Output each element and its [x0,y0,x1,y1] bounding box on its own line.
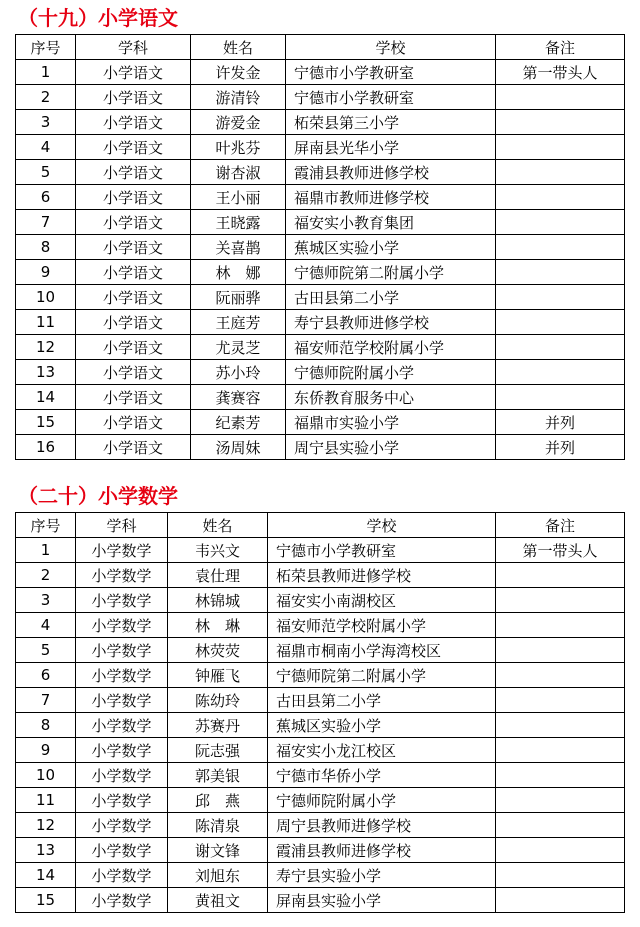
table-header-row [16,513,625,538]
table-row [16,310,625,335]
index-cell: 13 [16,838,76,863]
name-cell: 林 琳 [168,613,268,638]
index-cell: 3 [16,110,76,135]
index-cell: 6 [16,663,76,688]
subject-cell: 小学语文 [76,410,191,435]
remark-cell [496,360,625,385]
table-row [16,285,625,310]
teacher-table-chinese [15,34,625,460]
school-cell: 屏南县光华小学 [286,135,496,160]
name-cell: 尤灵芝 [191,335,286,360]
index-cell: 15 [16,410,76,435]
table-row [16,110,625,135]
remark-cell [496,335,625,360]
name-cell: 钟雁飞 [168,663,268,688]
remark-cell [496,588,625,613]
index-cell: 14 [16,385,76,410]
remark-cell [496,385,625,410]
school-cell: 宁德师院第二附属小学 [286,260,496,285]
name-cell: 林 娜 [191,260,286,285]
remark-cell [496,260,625,285]
header-name: 姓名 [191,35,286,60]
name-cell: 袁仕理 [168,563,268,588]
table-row [16,160,625,185]
remark-cell [496,788,625,813]
remark-cell [496,185,625,210]
remark-cell [496,838,625,863]
name-cell: 郭美银 [168,763,268,788]
subject-cell: 小学语文 [76,235,191,260]
name-cell: 龚赛容 [191,385,286,410]
name-cell: 黄祖文 [168,888,268,913]
table-row [16,335,625,360]
school-cell: 周宁县教师进修学校 [268,813,496,838]
table-row [16,410,625,435]
table-row [16,60,625,85]
school-cell: 福安师范学校附属小学 [286,335,496,360]
name-cell: 韦兴文 [168,538,268,563]
index-cell: 7 [16,688,76,713]
school-cell: 福鼎市教师进修学校 [286,185,496,210]
table-row [16,763,625,788]
school-cell: 宁德市小学教研室 [268,538,496,563]
name-cell: 谢文锋 [168,838,268,863]
remark-cell [496,210,625,235]
school-cell: 柘荣县第三小学 [286,110,496,135]
school-cell: 宁德师院附属小学 [268,788,496,813]
table-row [16,788,625,813]
subject-cell: 小学语文 [76,435,191,460]
name-cell: 阮丽骅 [191,285,286,310]
index-cell: 16 [16,435,76,460]
index-cell: 14 [16,863,76,888]
remark-cell [496,863,625,888]
name-cell: 刘旭东 [168,863,268,888]
index-cell: 1 [16,60,76,85]
school-cell: 蕉城区实验小学 [268,713,496,738]
subject-cell: 小学数学 [76,813,168,838]
name-cell: 游爱金 [191,110,286,135]
table-row [16,588,625,613]
index-cell: 12 [16,335,76,360]
remark-cell: 并列 [496,410,625,435]
subject-cell: 小学数学 [76,563,168,588]
remark-cell [496,160,625,185]
remark-cell [496,663,625,688]
subject-cell: 小学数学 [76,538,168,563]
remark-cell [496,85,625,110]
subject-cell: 小学数学 [76,713,168,738]
name-cell: 王晓露 [191,210,286,235]
table-row [16,638,625,663]
remark-cell [496,135,625,160]
index-cell: 10 [16,763,76,788]
table-row [16,863,625,888]
school-cell: 宁德师院第二附属小学 [268,663,496,688]
name-cell: 王小丽 [191,185,286,210]
remark-cell [496,813,625,838]
header-index: 序号 [16,35,76,60]
index-cell: 15 [16,888,76,913]
table-row [16,688,625,713]
table-row [16,838,625,863]
subject-cell: 小学语文 [76,60,191,85]
subject-cell: 小学数学 [76,788,168,813]
table-row [16,663,625,688]
table-row [16,235,625,260]
remark-cell [496,888,625,913]
remark-cell [496,563,625,588]
remark-cell [496,638,625,663]
remark-cell [496,235,625,260]
index-cell: 5 [16,160,76,185]
table-row [16,713,625,738]
table-row [16,888,625,913]
school-cell: 柘荣县教师进修学校 [268,563,496,588]
table-header-row [16,35,625,60]
index-cell: 8 [16,235,76,260]
subject-cell: 小学数学 [76,588,168,613]
index-cell: 3 [16,588,76,613]
name-cell: 许发金 [191,60,286,85]
index-cell: 5 [16,638,76,663]
index-cell: 7 [16,210,76,235]
subject-cell: 小学语文 [76,385,191,410]
name-cell: 王庭芳 [191,310,286,335]
name-cell: 叶兆芬 [191,135,286,160]
subject-cell: 小学数学 [76,763,168,788]
name-cell: 邱 燕 [168,788,268,813]
name-cell: 林荧荧 [168,638,268,663]
remark-cell: 第一带头人 [496,538,625,563]
subject-cell: 小学数学 [76,613,168,638]
subject-cell: 小学语文 [76,160,191,185]
subject-cell: 小学数学 [76,638,168,663]
school-cell: 宁德市小学教研室 [286,60,496,85]
index-cell: 2 [16,563,76,588]
index-cell: 9 [16,260,76,285]
subject-cell: 小学语文 [76,135,191,160]
index-cell: 4 [16,135,76,160]
subject-cell: 小学语文 [76,260,191,285]
index-cell: 12 [16,813,76,838]
section-title-math: （二十）小学数学 [18,484,178,508]
index-cell: 9 [16,738,76,763]
remark-cell [496,763,625,788]
header-school: 学校 [268,513,496,538]
school-cell: 东侨教育服务中心 [286,385,496,410]
school-cell: 古田县第二小学 [286,285,496,310]
table-row [16,360,625,385]
name-cell: 纪素芳 [191,410,286,435]
index-cell: 10 [16,285,76,310]
index-cell: 4 [16,613,76,638]
school-cell: 福安实小龙江校区 [268,738,496,763]
school-cell: 寿宁县教师进修学校 [286,310,496,335]
subject-cell: 小学数学 [76,688,168,713]
table-row [16,385,625,410]
subject-cell: 小学语文 [76,335,191,360]
header-subject: 学科 [76,35,191,60]
table-row [16,538,625,563]
subject-cell: 小学语文 [76,210,191,235]
name-cell: 汤周妹 [191,435,286,460]
table-row [16,613,625,638]
table-row [16,738,625,763]
name-cell: 苏赛丹 [168,713,268,738]
subject-cell: 小学语文 [76,285,191,310]
remark-cell: 并列 [496,435,625,460]
remark-cell [496,110,625,135]
name-cell: 阮志强 [168,738,268,763]
header-index: 序号 [16,513,76,538]
table-row [16,435,625,460]
header-remark: 备注 [496,513,625,538]
index-cell: 8 [16,713,76,738]
name-cell: 关喜鹊 [191,235,286,260]
subject-cell: 小学数学 [76,738,168,763]
subject-cell: 小学语文 [76,85,191,110]
teacher-table-math [15,512,625,913]
school-cell: 蕉城区实验小学 [286,235,496,260]
table-row [16,85,625,110]
name-cell: 谢杏淑 [191,160,286,185]
subject-cell: 小学数学 [76,838,168,863]
school-cell: 宁德市华侨小学 [268,763,496,788]
header-name: 姓名 [168,513,268,538]
school-cell: 福鼎市桐南小学海湾校区 [268,638,496,663]
subject-cell: 小学数学 [76,863,168,888]
school-cell: 周宁县实验小学 [286,435,496,460]
school-cell: 寿宁县实验小学 [268,863,496,888]
school-cell: 霞浦县教师进修学校 [286,160,496,185]
header-subject: 学科 [76,513,168,538]
remark-cell [496,713,625,738]
remark-cell [496,613,625,638]
table-row [16,185,625,210]
name-cell: 陈清泉 [168,813,268,838]
name-cell: 游清铃 [191,85,286,110]
remark-cell [496,738,625,763]
subject-cell: 小学语文 [76,110,191,135]
remark-cell [496,688,625,713]
school-cell: 福安实小南湖校区 [268,588,496,613]
index-cell: 11 [16,310,76,335]
school-cell: 宁德师院附属小学 [286,360,496,385]
school-cell: 福安实小教育集团 [286,210,496,235]
remark-cell [496,285,625,310]
table-row [16,135,625,160]
school-cell: 屏南县实验小学 [268,888,496,913]
table-row [16,563,625,588]
school-cell: 福鼎市实验小学 [286,410,496,435]
table-row [16,210,625,235]
subject-cell: 小学数学 [76,663,168,688]
index-cell: 1 [16,538,76,563]
remark-cell [496,310,625,335]
subject-cell: 小学语文 [76,310,191,335]
name-cell: 苏小玲 [191,360,286,385]
table-row [16,813,625,838]
index-cell: 2 [16,85,76,110]
index-cell: 6 [16,185,76,210]
header-remark: 备注 [496,35,625,60]
subject-cell: 小学数学 [76,888,168,913]
school-cell: 霞浦县教师进修学校 [268,838,496,863]
table-row [16,260,625,285]
subject-cell: 小学语文 [76,185,191,210]
remark-cell: 第一带头人 [496,60,625,85]
school-cell: 福安师范学校附属小学 [268,613,496,638]
index-cell: 13 [16,360,76,385]
subject-cell: 小学语文 [76,360,191,385]
header-school: 学校 [286,35,496,60]
index-cell: 11 [16,788,76,813]
section-title-chinese: （十九）小学语文 [18,6,178,30]
school-cell: 古田县第二小学 [268,688,496,713]
school-cell: 宁德市小学教研室 [286,85,496,110]
name-cell: 林锦城 [168,588,268,613]
name-cell: 陈幼玲 [168,688,268,713]
